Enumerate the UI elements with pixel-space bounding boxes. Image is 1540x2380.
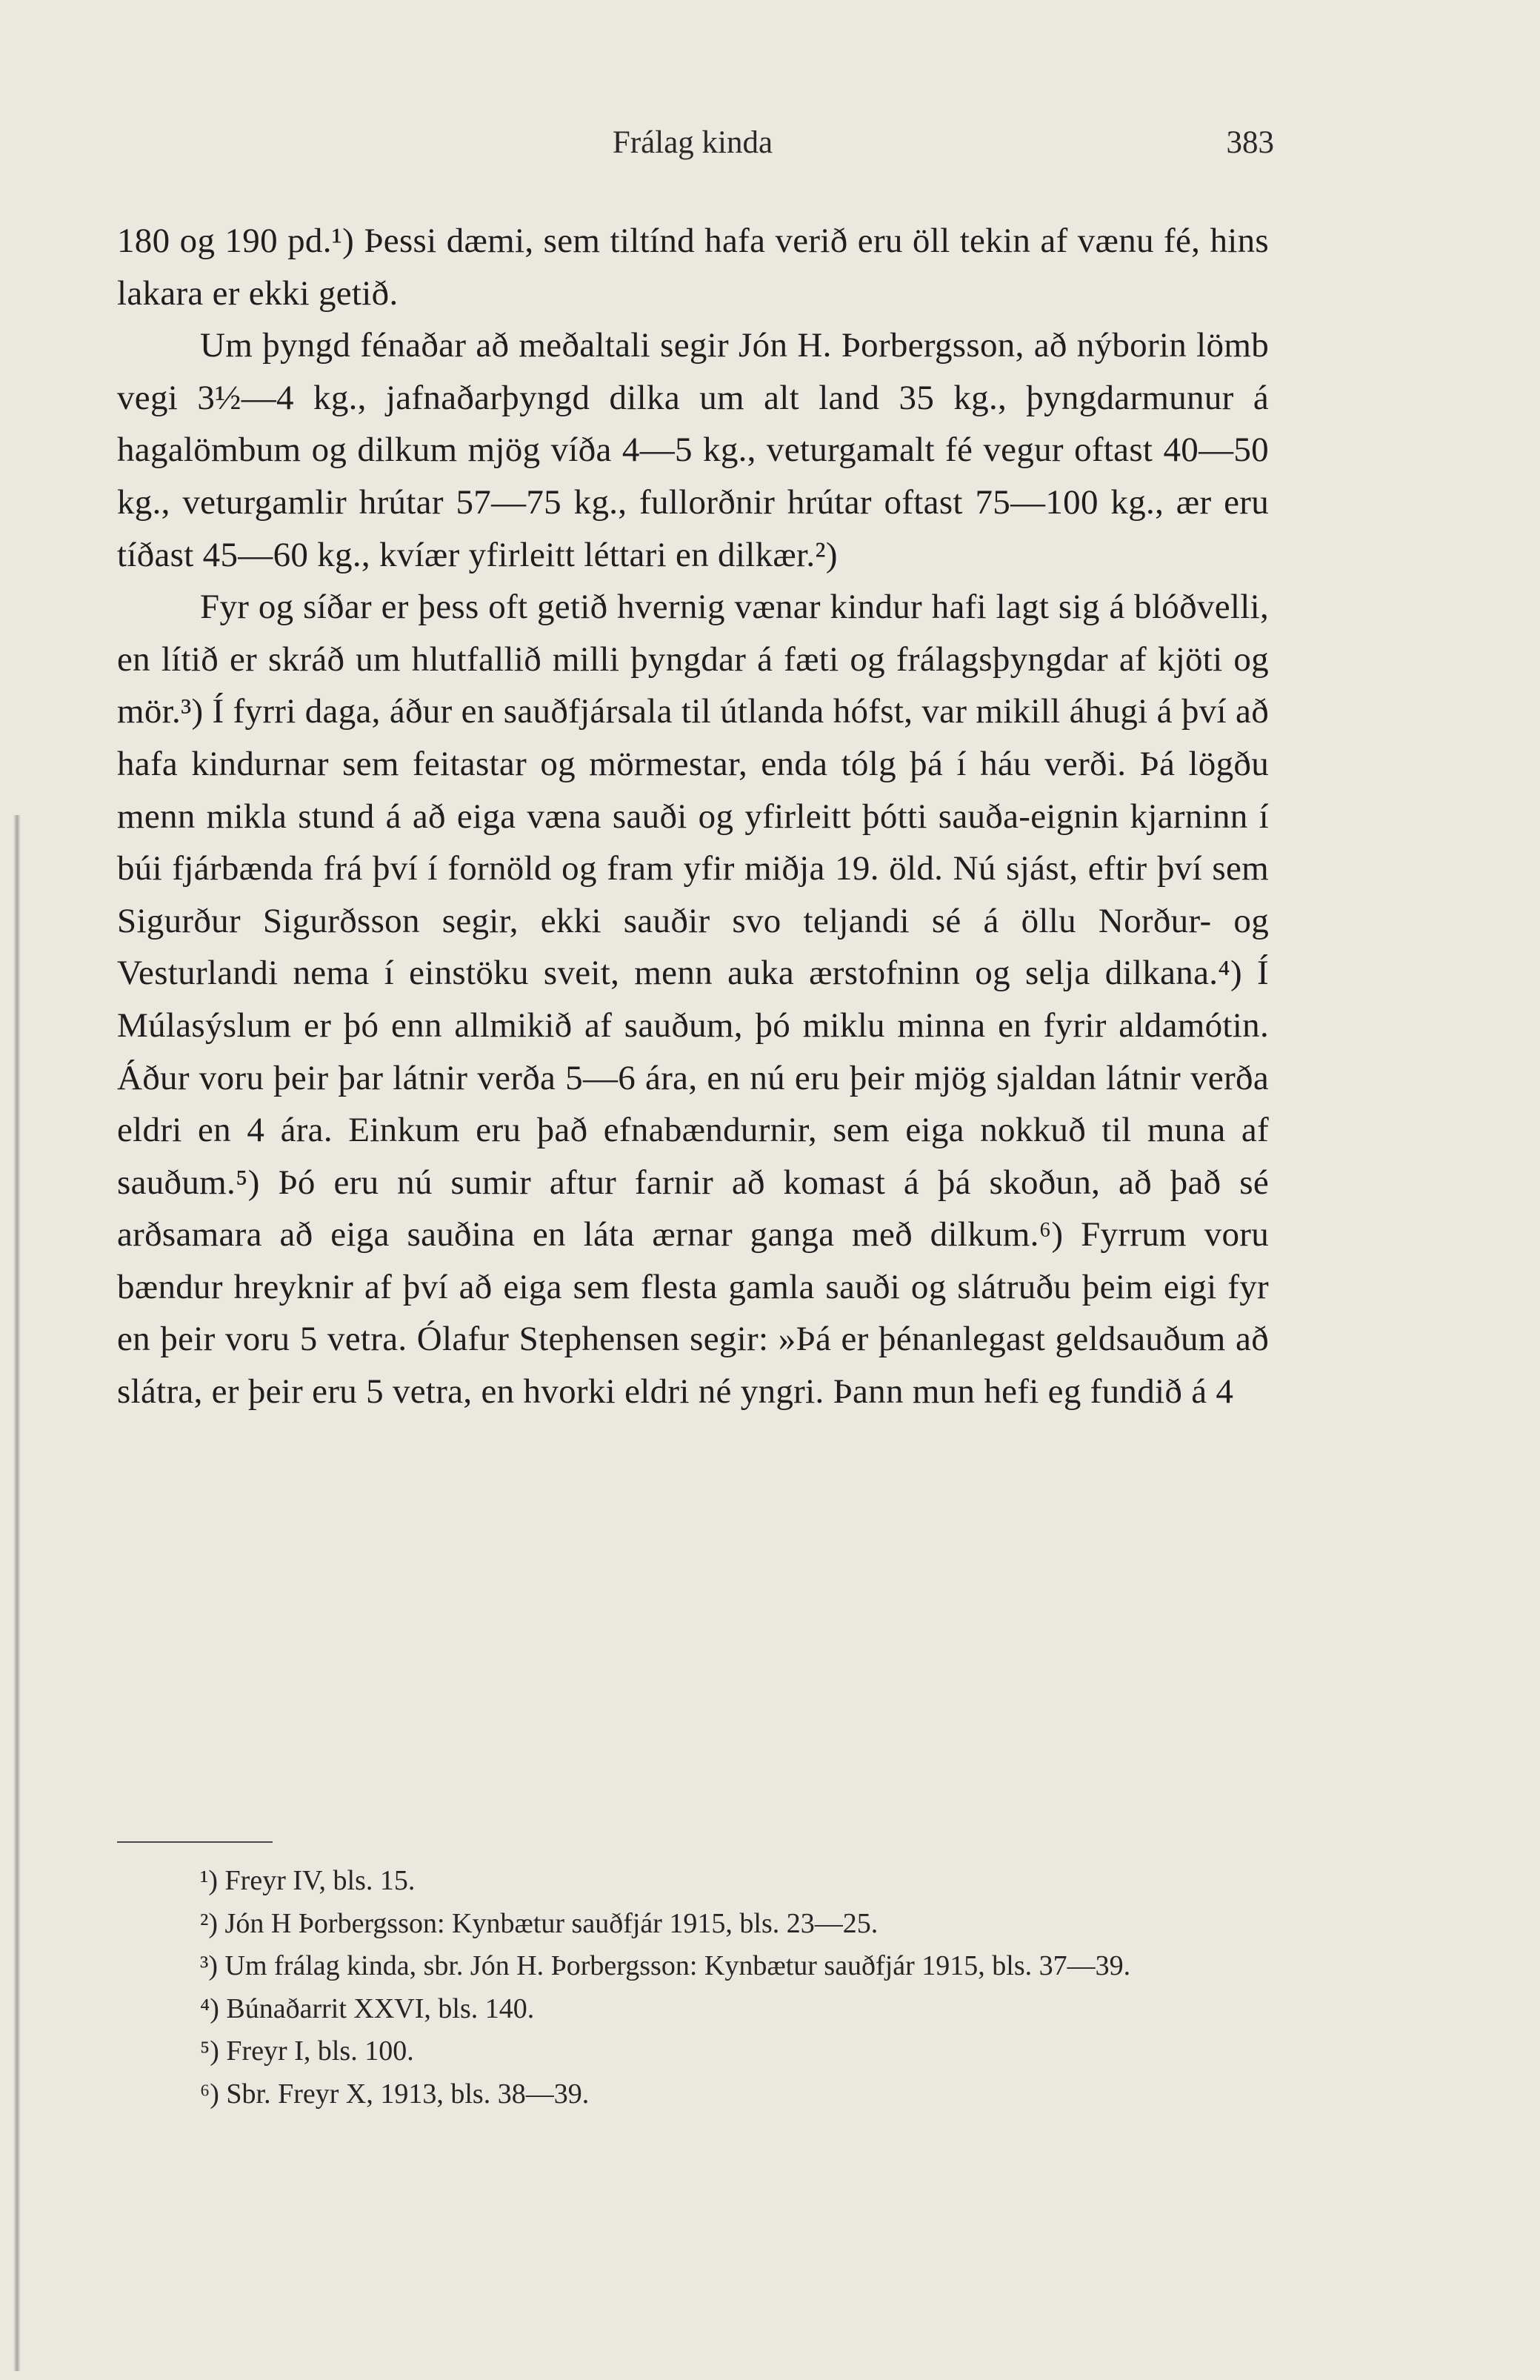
footnote-3: ³) Um frálag kinda, sbr. Jón H. Þorbergsson: Kynbætur sauðfjár 1915, bls. 37—39.: [200, 1950, 1131, 1981]
paragraph-2: Um þyngd fénaðar að meðaltali segir Jón H. Þorbergsson, að nýborin lömb vegi 3½—4 kg., jafnaðarþyngd dilka um alt land 35 kg., þyngdarmunur á hagalömbum og dilkum mjög víða 4—5 kg., veturgamalt fé vegur oftast 40—50 kg., veturgamlir hrútar 57—75 kg., fullorðnir hrútar oftast 75—100 kg., ær eru tíðast 45—60 kg., kvíær yfirleitt léttari en dilkær.²): [117, 326, 1269, 574]
page-header: [111, 124, 1274, 169]
scan-binding-shadow: [13, 815, 21, 2371]
footnote-4: ⁴) Búnaðarrit XXVI, bls. 140.: [200, 1992, 535, 2024]
footnote-divider: [117, 1841, 273, 1843]
footnote-1: ¹) Freyr IV, bls. 15.: [200, 1865, 416, 1896]
running-title: Frálag kinda: [612, 125, 773, 160]
page-number: 383: [1226, 125, 1274, 160]
paragraph-3: Fyr og síðar er þess oft getið hvernig vænar kindur hafi lagt sig á blóðvelli, en lítið er skráð um hlutfallið milli þyngdar á fæti og frálagsþyngdar af kjöti og mör.³) Í fyrri daga, áður en sauðfjársala til útlanda hófst, var mikill áhugi á því að hafa kindurnar sem feitastar og mörmestar, enda tólg þá í háu verði. Þá lögðu menn mikla stund á að eiga væna sauði og yfirleitt þótti sauða-eignin kjarninn í búi fjárbænda frá því í fornöld og fram yfir miðja 19. öld. Nú sjást, eftir því sem Sigurður Sigurðsson segir, ekki sauðir svo teljandi sé á öllu Norður- og Vesturlandi nema í einstöku sveit, menn auka ærstofninn og selja dilkana.⁴) Í Múlasýslum er þó enn allmikið af sauðum, þó miklu minna en fyrir aldamótin. Áður voru þeir þar látnir verða 5—6 ára, en nú eru þeir mjög sjaldan látnir verða eldri en 4 ára. Einkum eru það efnabændurnir, sem eiga nokkuð til muna af sauðum.⁵) Þó eru nú sumir aftur farnir að komast á þá skoðun, að það sé arðsamara að eiga sauðina en láta ærnar ganga með dilkum.⁶) Fyrrum voru bændur hreyknir af því að eiga sem flesta gamla sauði og slátruðu þeim eigi fyr en þeir voru 5 vetra. Ólafur Stephensen segir: »Þá er þénanlegast geldsauðum að slátra, er þeir eru 5 vetra, en hvorki eldri né yngri. Þann mun hefi eg fundið á 4: [117, 588, 1269, 1412]
paragraph-1: 180 og 190 pd.¹) Þessi dæmi, sem tiltínd hafa verið eru öll tekin af vænu fé, hins lakara er ekki getið.: [117, 222, 1269, 313]
footnote-6: ⁶) Sbr. Freyr X, 1913, bls. 38—39.: [200, 2078, 590, 2110]
main-text: [117, 215, 1269, 1418]
footnote-2: ²) Jón H Þorbergsson: Kynbætur sauðfjár 1915, bls. 23—25.: [200, 1907, 879, 1939]
footnotes: [117, 1860, 1269, 2115]
footnote-5: ⁵) Freyr I, bls. 100.: [200, 2035, 414, 2067]
